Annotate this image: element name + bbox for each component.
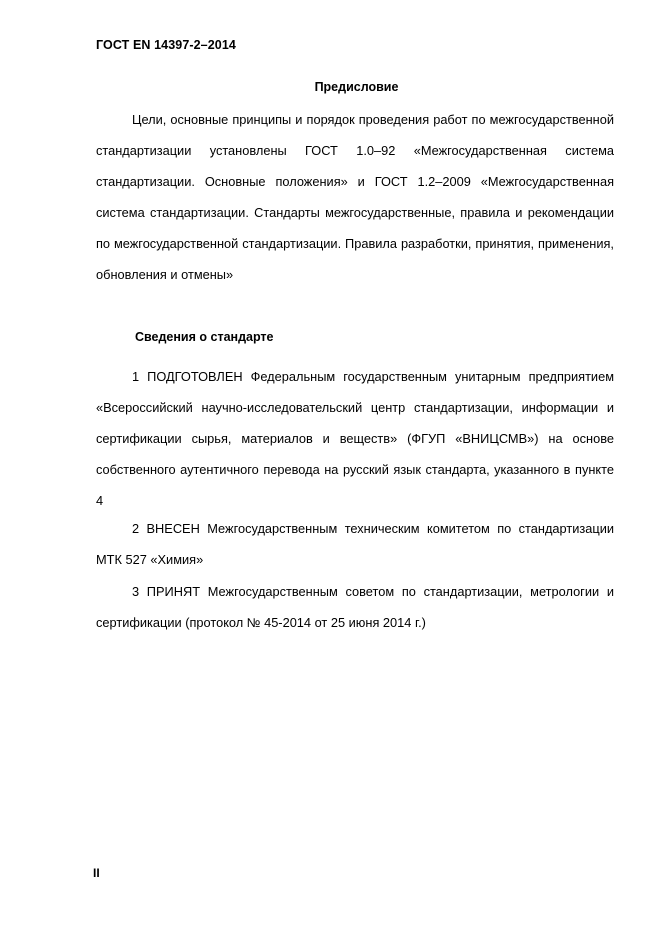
- standard-info-item-2: 2 ВНЕСЕН Межгосударственным техническим комитетом по стандартизации МТК 527 «Химия»: [96, 521, 614, 567]
- standard-info-item-3: 3 ПРИНЯТ Межгосударственным советом по стандартизации, метрологии и сертификации (протокол № 45-2014 от 25 июня 2014 г.): [96, 584, 614, 630]
- preface-title: Предисловие: [314, 80, 399, 94]
- standard-info-item-1: 1 ПОДГОТОВЛЕН Федеральным государственным унитарным предприятием «Всероссийский научно-исследовательский центр стандартизации, информации и сертификации сырья, материалов и веществ» (ФГУП «ВНИЦСМВ») на основе собственного аутентичного перевода на русский язык стандарта, указанного в пункте 4: [96, 369, 614, 508]
- document-header-code: ГОСТ EN 14397-2–2014: [96, 38, 236, 52]
- standard-info-heading: Сведения о стандарте: [135, 330, 274, 344]
- preface-paragraph: Цели, основные принципы и порядок проведения работ по межгосударственной стандартизации установлены ГОСТ 1.0–92 «Межгосударственная система стандартизации. Основные положения» и ГОСТ 1.2–2009 «Межгосударственная система стандартизации. Стандарты межгосударственные, правила и рекомендации по межгосударственной стандартизации. Правила разработки, принятия, применения, обновления и отмены»: [96, 112, 614, 282]
- page-number: II: [93, 866, 100, 880]
